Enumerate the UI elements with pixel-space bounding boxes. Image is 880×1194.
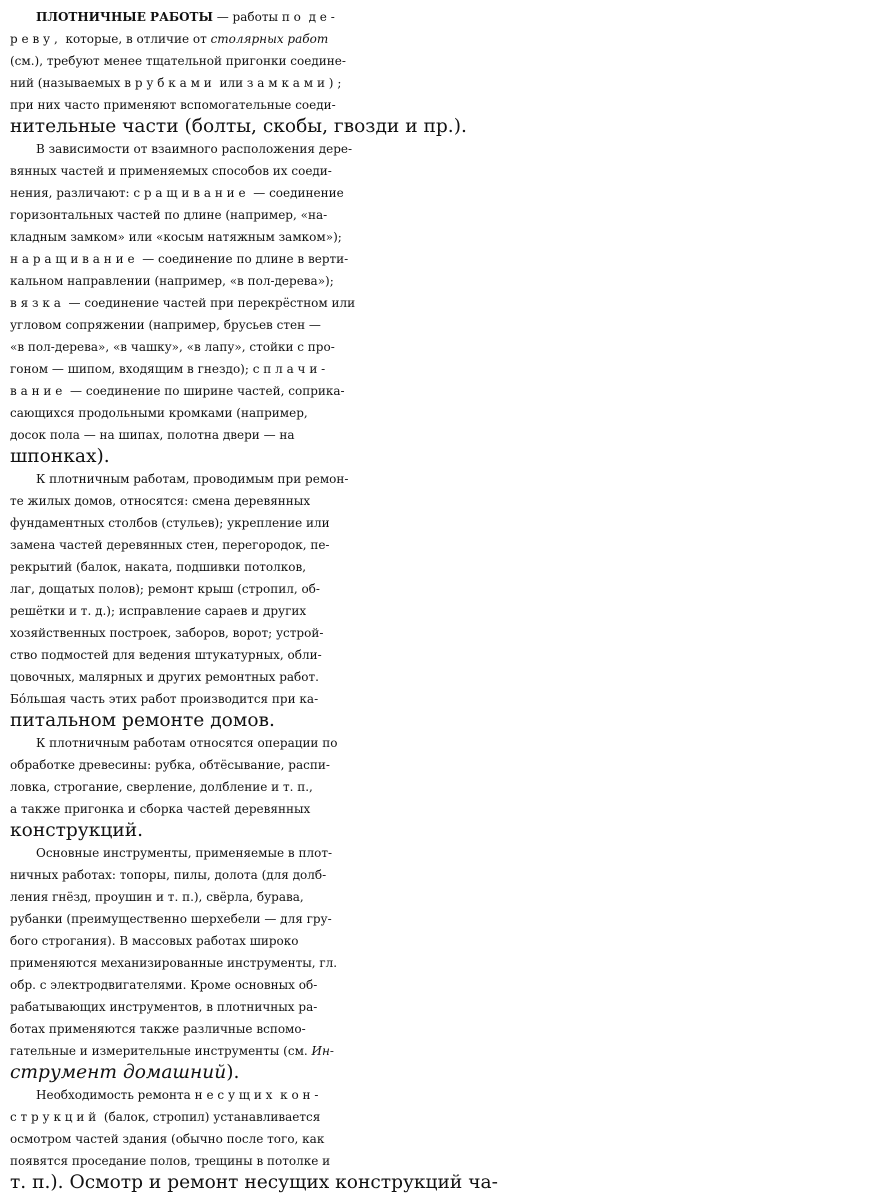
- text-run: К плотничным работам, проводимым при ремон-: [36, 472, 349, 486]
- text-line: [0, 1172, 541, 1194]
- text-line: [0, 798, 541, 820]
- text-line: [0, 160, 541, 182]
- text-run: шпонках).: [10, 446, 110, 467]
- text-line: [0, 1018, 541, 1040]
- text-line: [0, 886, 541, 908]
- text-line: [0, 534, 541, 556]
- text-run: рекрытий (балок, наката, подшивки потолков,: [10, 560, 307, 574]
- text-run: т. п.). Осмотр и ремонт несущих конструкций ча-: [10, 1172, 498, 1193]
- text-run: ботах применяются также различные вспомо-: [10, 1022, 306, 1036]
- spaced-emphasis-term: вание: [10, 384, 67, 398]
- text-run: нения, различают:: [10, 186, 134, 200]
- text-line: [0, 1150, 541, 1172]
- spaced-emphasis-term: несущих: [194, 1088, 277, 1102]
- text-line: [0, 6, 541, 28]
- italic-cross-reference: струмент домашний: [10, 1062, 227, 1083]
- spaced-emphasis-term: сплачи-: [252, 362, 330, 376]
- text-line: [0, 842, 541, 864]
- text-line: [0, 1040, 541, 1062]
- text-line: [0, 1062, 541, 1084]
- spaced-emphasis-term: кон-: [280, 1088, 323, 1102]
- text-line: [0, 336, 541, 358]
- text-run: фундаментных столбов (стульев); укрепление или: [10, 516, 330, 530]
- text-line: [0, 820, 541, 842]
- text-run: лаг, дощатых полов); ремонт крыш (стропил, об-: [10, 582, 320, 596]
- text-line: [0, 138, 541, 160]
- text-line: [0, 358, 541, 380]
- text-line: [0, 270, 541, 292]
- text-run: — соединение по ширине частей, соприка-: [66, 384, 345, 398]
- italic-cross-reference: столярных работ: [210, 32, 329, 46]
- text-line: [0, 116, 541, 138]
- text-run: угловом сопряжении (например, брусьев стен —: [10, 318, 321, 332]
- text-run: рубанки (преимущественно шерхебели — для гру-: [10, 912, 332, 926]
- text-line: [0, 446, 541, 468]
- text-line: [0, 996, 541, 1018]
- text-line: [0, 776, 541, 798]
- text-run: горизонтальных частей по длине (например, «на-: [10, 208, 328, 222]
- text-line: [0, 688, 541, 710]
- spaced-emphasis-term: наращивание: [10, 252, 139, 266]
- text-run: хозяйственных построек, заборов, ворот; устрой-: [10, 626, 324, 640]
- text-run: ний (называемых: [10, 76, 125, 90]
- text-run: питальном ремонте домов.: [10, 710, 275, 731]
- text-run: Необходимость ремонта: [36, 1088, 195, 1102]
- text-line: [0, 28, 541, 50]
- text-run: вянных частей и применяемых способов их соеди-: [10, 164, 332, 178]
- text-run: применяются механизированные инструменты, гл.: [10, 956, 338, 970]
- text-run: (балок, стропил) устанавливается: [100, 1110, 321, 1124]
- text-run: — соединение по длине в верти-: [138, 252, 349, 266]
- text-run: те жилых домов, относятся: смена деревянных: [10, 494, 311, 508]
- text-line: [0, 380, 541, 402]
- text-run: ство подмостей для ведения штукатурных, обли-: [10, 648, 322, 662]
- spaced-emphasis-term: врубками: [124, 76, 216, 90]
- text-line: [0, 94, 541, 116]
- spaced-emphasis-term: де-: [308, 10, 339, 24]
- text-line: [0, 50, 541, 72]
- text-line: [0, 710, 541, 732]
- text-line: [0, 666, 541, 688]
- spaced-emphasis-term: струкций: [10, 1110, 101, 1124]
- text-line: [0, 72, 541, 94]
- text-line: [0, 1128, 541, 1150]
- text-run: ).: [226, 1062, 240, 1083]
- text-line: [0, 1106, 541, 1128]
- encyclopedia-article: [0, 6, 541, 1194]
- text-line: [0, 1084, 541, 1106]
- text-line: [0, 732, 541, 754]
- text-line: [0, 754, 541, 776]
- text-line: [0, 644, 541, 666]
- text-run: сающихся продольными кромками (например,: [10, 406, 308, 420]
- text-line: [0, 226, 541, 248]
- text-run: рабатывающих инструментов, в плотничных ра-: [10, 1000, 318, 1014]
- text-line: [0, 402, 541, 424]
- text-run: — соединение: [249, 186, 344, 200]
- spaced-emphasis-term: замками);: [246, 76, 346, 90]
- text-line: [0, 974, 541, 996]
- text-line: [0, 490, 541, 512]
- text-line: [0, 314, 541, 336]
- text-run: (см.), требуют менее тщательной пригонки соедине-: [10, 54, 346, 68]
- text-run: Бóльшая часть этих работ производится при ка-: [10, 692, 319, 706]
- text-run: Основные инструменты, применяемые в плот-: [36, 846, 333, 860]
- text-run: ления гнёзд, проушин и т. п.), свёрла, бурава,: [10, 890, 304, 904]
- text-run: а также пригонка и сборка частей деревянных: [10, 802, 311, 816]
- text-line: [0, 468, 541, 490]
- text-line: [0, 930, 541, 952]
- text-run: В зависимости от взаимного расположения дере-: [36, 142, 353, 156]
- text-run: обработке древесины: рубка, обтёсывание, распи-: [10, 758, 330, 772]
- text-run: досок пола — на шипах, полотна двери — на: [10, 428, 295, 442]
- text-run: «в пол-дерева», «в чашку», «в лапу», стойки с про-: [10, 340, 335, 354]
- article-headword: ПЛОТНИЧНЫЕ РАБОТЫ: [36, 10, 213, 24]
- text-run: появятся проседание полов, трещины в потолке и: [10, 1154, 331, 1168]
- text-line: [0, 248, 541, 270]
- text-line: [0, 952, 541, 974]
- text-line: [0, 578, 541, 600]
- text-run: бого строгания). В массовых работах широко: [10, 934, 299, 948]
- text-line: [0, 908, 541, 930]
- text-line: [0, 512, 541, 534]
- text-run: обр. с электродвигателями. Кроме основных об-: [10, 978, 318, 992]
- italic-cross-reference: Ин-: [311, 1044, 334, 1058]
- text-line: [0, 622, 541, 644]
- text-run: замена частей деревянных стен, перегородок, пе-: [10, 538, 330, 552]
- text-run: решётки и т. д.); исправление сараев и других: [10, 604, 307, 618]
- text-run: ловка, строгание, сверление, долбление и т. п.,: [10, 780, 313, 794]
- text-run: которые, в отличие от: [61, 32, 211, 46]
- text-run: кальном направлении (например, «в пол-дерева»);: [10, 274, 334, 288]
- text-line: [0, 864, 541, 886]
- text-run: конструкций.: [10, 820, 144, 841]
- spaced-emphasis-term: по: [281, 10, 305, 24]
- text-line: [0, 182, 541, 204]
- text-run: гоном — шипом, входящим в гнездо);: [10, 362, 253, 376]
- text-run: ничных работах: топоры, пилы, долота (для долб-: [10, 868, 327, 882]
- spaced-emphasis-term: вязка: [10, 296, 65, 310]
- text-line: [0, 600, 541, 622]
- text-run: — соединение частей при перекрёстном или: [64, 296, 356, 310]
- text-run: или: [215, 76, 247, 90]
- text-run: — работы: [212, 10, 282, 24]
- text-line: [0, 204, 541, 226]
- text-run: при них часто применяют вспомогательные соеди-: [10, 98, 336, 112]
- text-run: кладным замком» или «косым натяжным замком»);: [10, 230, 342, 244]
- text-run: нительные части (болты, скобы, гвозди и пр.).: [10, 116, 467, 137]
- text-line: [0, 556, 541, 578]
- text-run: К плотничным работам относятся операции по: [36, 736, 338, 750]
- text-run: цовочных, малярных и других ремонтных работ.: [10, 670, 319, 684]
- text-run: гательные и измерительные инструменты (см.: [10, 1044, 312, 1058]
- text-run: осмотром частей здания (обычно после того, как: [10, 1132, 325, 1146]
- spaced-emphasis-term: реву,: [10, 32, 62, 46]
- text-line: [0, 292, 541, 314]
- text-line: [0, 424, 541, 446]
- spaced-emphasis-term: сращивание: [133, 186, 250, 200]
